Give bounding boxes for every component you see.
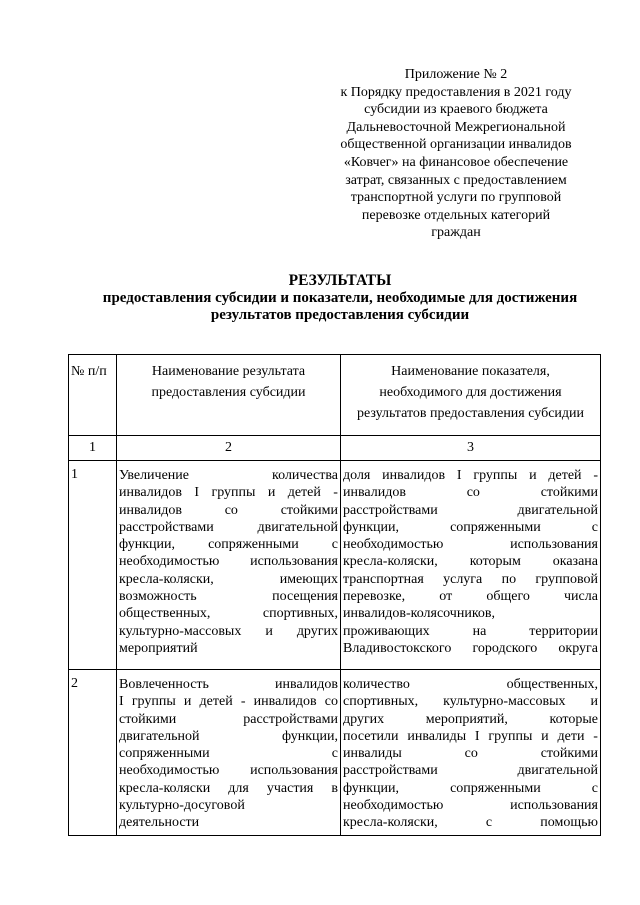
text-line xyxy=(119,484,338,501)
word: с xyxy=(591,780,598,796)
text-line xyxy=(343,502,598,519)
word: использования xyxy=(250,763,338,779)
word: по xyxy=(501,571,517,587)
word: расстройствами xyxy=(243,711,338,727)
indicator-cell xyxy=(341,461,601,670)
word: Вовлеченность xyxy=(119,677,209,692)
word: возможность xyxy=(119,589,197,605)
word: перевозке, xyxy=(343,589,406,605)
header-line: Наименование результата xyxy=(151,364,306,379)
word: с xyxy=(331,746,338,762)
header-line: Наименование показателя, xyxy=(391,364,550,379)
word: которые xyxy=(549,711,598,727)
word: культурно-массовых xyxy=(443,694,566,710)
word: количества xyxy=(272,468,338,483)
word: Увеличение xyxy=(119,468,190,483)
word: со xyxy=(224,502,238,518)
header-line: необходимого для достижения xyxy=(379,385,562,400)
word: двигательной xyxy=(517,502,598,518)
header-line: предоставления субсидии xyxy=(151,385,306,400)
text-line xyxy=(119,711,338,728)
text-line xyxy=(119,588,338,605)
word: инвалидов xyxy=(119,502,182,518)
appendix-block xyxy=(316,66,596,242)
word: имеющих xyxy=(279,571,338,587)
text-line xyxy=(119,762,338,779)
word: мероприятий, xyxy=(425,711,508,727)
word: и xyxy=(265,623,273,639)
word: мероприятий xyxy=(119,640,198,656)
text-line xyxy=(119,571,338,588)
word: кресла-коляски, xyxy=(119,571,214,587)
word: групповой xyxy=(535,571,598,587)
word: сопряженными xyxy=(450,780,541,796)
word: - xyxy=(240,694,246,710)
word: необходимостью xyxy=(343,798,444,814)
word: детей xyxy=(548,468,582,483)
word: общественных, xyxy=(119,606,211,622)
word: территории xyxy=(529,623,598,639)
word: Владивостокского xyxy=(343,640,452,656)
word: I xyxy=(456,468,462,483)
word: кресла-коляски, xyxy=(343,554,438,570)
table-row xyxy=(69,670,601,836)
text-line xyxy=(343,605,598,622)
word: двигательной xyxy=(257,519,338,535)
word: количество xyxy=(343,677,410,692)
text-line xyxy=(119,605,338,622)
word: кресла-коляски xyxy=(119,780,211,796)
document-title: РЕЗУЛЬТАТЫ xyxy=(288,272,392,289)
appendix-line: Приложение № 2 xyxy=(404,67,508,82)
word: с xyxy=(485,815,493,831)
row-number: 1 xyxy=(69,461,117,670)
text-line xyxy=(119,780,338,797)
text-line xyxy=(343,536,598,553)
text-line xyxy=(119,553,338,570)
word: посещения xyxy=(272,589,338,605)
text-line xyxy=(343,745,598,762)
word: посетили xyxy=(343,728,399,744)
indicator-cell xyxy=(341,670,601,836)
text-line xyxy=(343,623,598,640)
text-line xyxy=(343,519,598,536)
word: группы xyxy=(488,728,533,744)
appendix-line: к Порядку предоставления в 2021 году xyxy=(340,84,572,100)
word: культурно-досуговой xyxy=(119,798,245,814)
word: и xyxy=(590,694,598,710)
text-line xyxy=(343,571,598,588)
header-result xyxy=(117,355,341,436)
word: с xyxy=(591,519,598,535)
word: услуга xyxy=(443,571,483,587)
table-row xyxy=(69,461,601,670)
word: использования xyxy=(510,537,598,553)
word: проживающих xyxy=(343,623,430,639)
word: инвалидов xyxy=(382,468,446,483)
column-number-row xyxy=(69,436,601,461)
word: использования xyxy=(510,798,598,814)
word: и xyxy=(267,485,276,501)
header-line: № п/п xyxy=(71,364,107,379)
word: на xyxy=(472,623,487,639)
text-line xyxy=(119,728,338,745)
word: транспортная xyxy=(343,571,424,587)
word: инвалидов xyxy=(119,485,182,501)
word: оказана xyxy=(552,554,598,570)
text-line xyxy=(343,484,598,501)
word: стойкими xyxy=(540,485,598,501)
word: - xyxy=(333,485,338,501)
text-line xyxy=(119,467,338,484)
word: в xyxy=(331,780,338,796)
appendix-line: Дальневосточной Межрегиональной xyxy=(346,119,566,135)
word: I xyxy=(119,694,124,710)
column-number: 1 xyxy=(69,436,117,461)
word: использования xyxy=(250,554,338,570)
word: дети xyxy=(557,728,585,744)
text-line xyxy=(119,745,338,762)
word: округа xyxy=(558,640,598,656)
text-line xyxy=(343,640,598,657)
header-indicator xyxy=(341,355,601,436)
word: детей xyxy=(287,485,321,501)
text-line xyxy=(343,797,598,814)
word: детей xyxy=(199,694,233,710)
text-line xyxy=(343,728,598,745)
word: сопряженными xyxy=(450,519,541,535)
table-header-row xyxy=(69,355,601,436)
word: I xyxy=(474,728,480,744)
word: для xyxy=(228,780,249,796)
result-cell xyxy=(117,461,341,670)
text-line xyxy=(119,623,338,640)
appendix-line: перевозке отдельных категорий xyxy=(361,207,551,223)
column-number: 2 xyxy=(117,436,341,461)
text-line xyxy=(343,762,598,779)
word: помощью xyxy=(540,815,598,831)
word: инвалидов xyxy=(253,694,317,710)
word: расстройствами xyxy=(343,763,438,779)
text-line xyxy=(119,519,338,536)
word: со xyxy=(324,694,338,710)
word: расстройствами xyxy=(343,502,438,518)
results-table xyxy=(68,354,601,836)
word: инвалиды xyxy=(407,728,467,744)
word: инвалидов xyxy=(275,677,338,692)
word: числа xyxy=(564,589,598,605)
word: двигательной xyxy=(119,728,200,744)
word: общественных, xyxy=(506,677,598,692)
word: стойкими xyxy=(119,711,177,727)
appendix-line: субсидии из краевого бюджета xyxy=(364,102,548,118)
appendix-line: «Ковчег» на финансовое обеспечение xyxy=(343,154,569,170)
word: спортивных, xyxy=(343,694,419,710)
word: доля xyxy=(343,468,371,483)
text-line xyxy=(119,693,338,710)
word: инвалидов xyxy=(343,485,406,501)
word: функции, xyxy=(343,780,399,796)
text-line xyxy=(343,553,598,570)
word: функции, xyxy=(119,537,175,553)
word: деятельности xyxy=(119,815,200,831)
word: стойкими xyxy=(540,746,598,762)
header-line: результатов предоставления субсидии xyxy=(356,406,585,421)
text-line xyxy=(119,536,338,553)
appendix-line: затрат, связанных с предоставлением xyxy=(345,172,567,188)
word: - xyxy=(593,468,598,483)
word: которым xyxy=(469,554,521,570)
word: общего xyxy=(486,589,530,605)
word: двигательной xyxy=(517,763,598,779)
word: других xyxy=(343,711,385,727)
word: - xyxy=(593,728,598,744)
text-line xyxy=(343,693,598,710)
word: группы xyxy=(211,485,256,501)
row-number: 2 xyxy=(69,670,117,836)
word: кресла-коляски, xyxy=(343,815,438,831)
word: функции, xyxy=(282,728,338,744)
word: сопряженными xyxy=(208,537,299,553)
word: культурно-массовых xyxy=(119,623,242,639)
column-number: 3 xyxy=(341,436,601,461)
word: со xyxy=(466,485,480,501)
text-line xyxy=(343,588,598,605)
word: расстройствами xyxy=(119,519,214,535)
appendix-line: граждан xyxy=(431,225,481,241)
word: необходимостью xyxy=(119,763,220,779)
word: других xyxy=(296,623,338,639)
word: и xyxy=(541,728,549,744)
word: стойкими xyxy=(280,502,338,518)
word: и xyxy=(529,468,537,483)
text-line xyxy=(119,797,338,814)
header-no xyxy=(69,355,117,436)
word: инвалидов-колясочников, xyxy=(343,606,496,622)
word: и xyxy=(183,694,192,710)
word: городского xyxy=(472,640,538,656)
document-subtitle-line-2: результатов предоставления субсидии xyxy=(210,307,470,323)
word: группы xyxy=(473,468,518,483)
text-line xyxy=(343,676,598,693)
text-line xyxy=(119,814,338,831)
result-cell xyxy=(117,670,341,836)
document-subtitle-line-1: предоставления субсидии и показатели, необходимые для достижения xyxy=(102,290,578,306)
word: инвалиды xyxy=(343,746,402,762)
text-line xyxy=(119,676,338,693)
word: участия xyxy=(266,780,314,796)
word: необходимостью xyxy=(343,537,444,553)
word: I xyxy=(194,485,200,501)
word: от xyxy=(439,589,453,605)
word: функции, xyxy=(343,519,399,535)
word: спортивных, xyxy=(262,606,338,622)
word: группы xyxy=(131,694,176,710)
text-line xyxy=(119,502,338,519)
text-line xyxy=(119,640,338,657)
word: со xyxy=(464,746,478,762)
text-line xyxy=(343,711,598,728)
appendix-line: общественной организации инвалидов xyxy=(340,137,572,153)
word: с xyxy=(331,537,338,553)
word: необходимостью xyxy=(119,554,220,570)
appendix-line: транспортной услуги по групповой xyxy=(350,190,562,206)
text-line xyxy=(343,814,598,831)
text-line xyxy=(343,780,598,797)
word: сопряженными xyxy=(119,746,210,762)
text-line xyxy=(343,467,598,484)
